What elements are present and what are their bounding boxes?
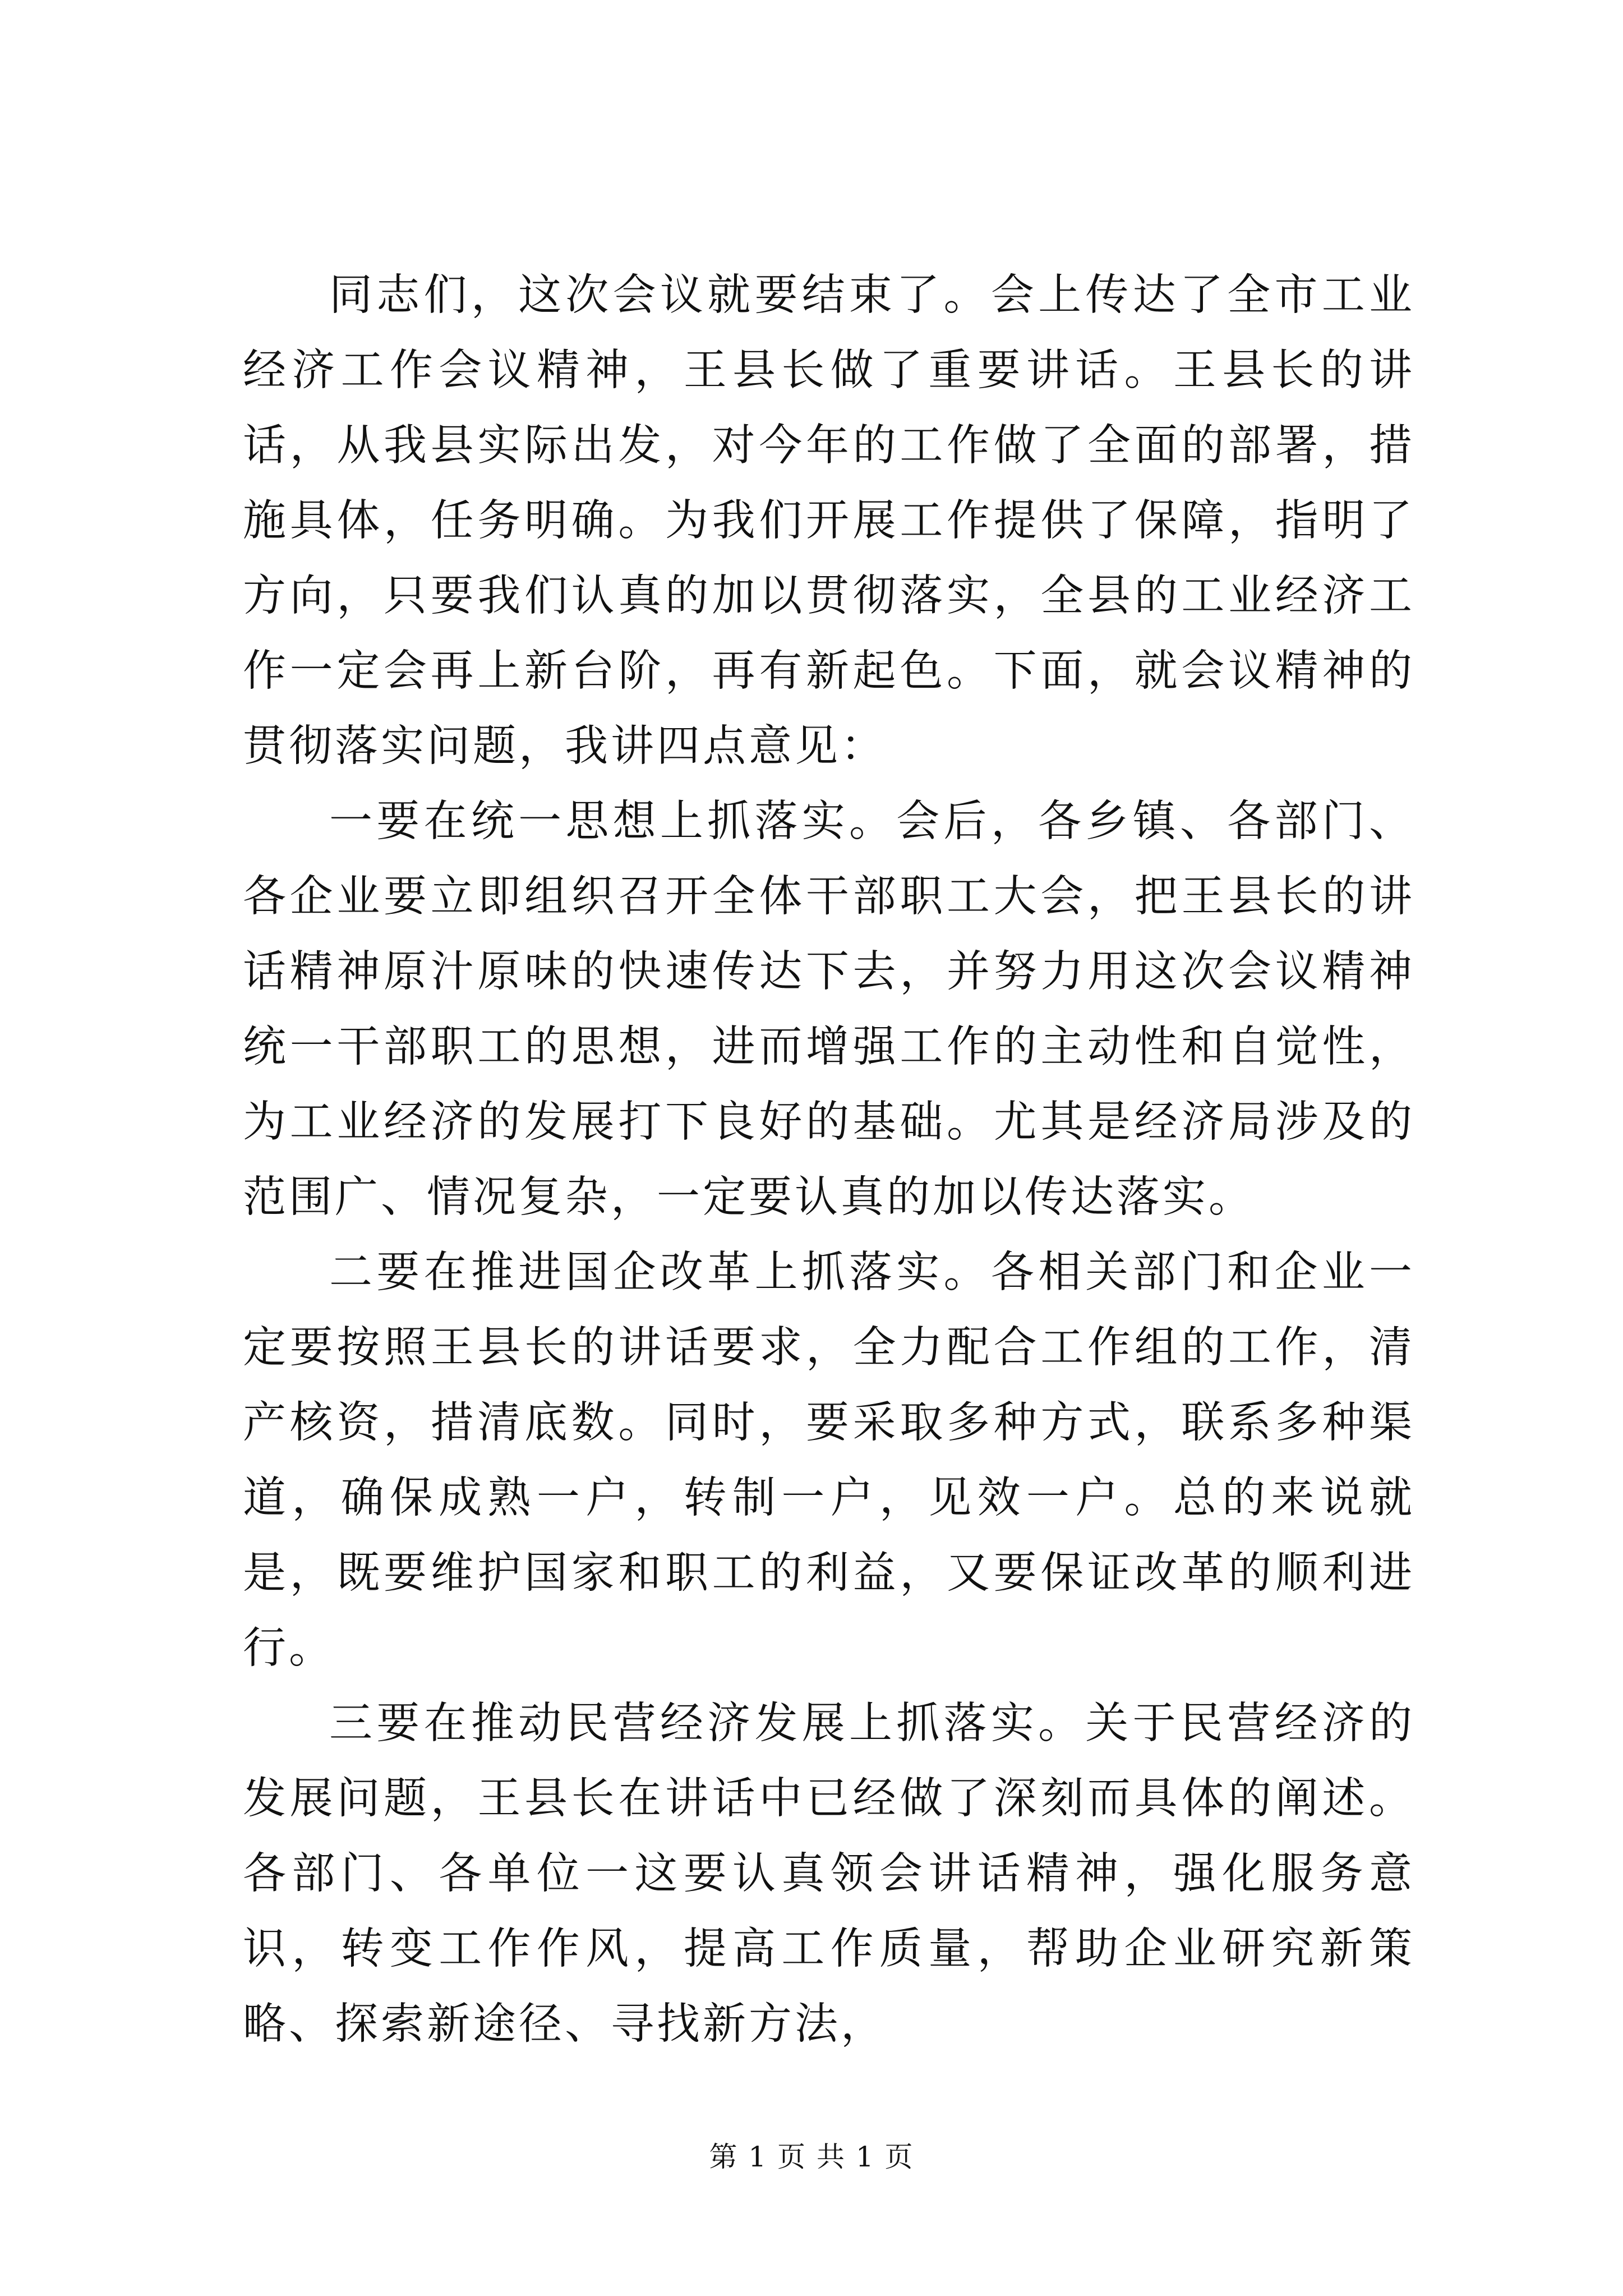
page-footer: 第 1 页 共 1 页 [709, 2141, 914, 2173]
document-body [243, 258, 1415, 2062]
paragraph-point-three: 三要在推动民营经济发展上抓落实。关于民营经济的发展问题，王县长在讲话中已经做了深刻而具体的阐述。各部门、各单位一这要认真领会讲话精神，强化服务意识，转变工作作风，提高工作质量，帮助企业研究新策略、探索新途径、寻找新方法， [243, 1699, 1415, 2049]
paragraph-intro: 同志们，这次会议就要结束了。会上传达了全市工业经济工作会议精神，王县长做了重要讲话。王县长的讲话，从我县实际出发，对今年的工作做了全面的部署，措施具体，任务明确。为我们开展工作提供了保障，指明了方向，只要我们认真的加以贯彻落实，全县的工业经济工作一定会再上新台阶，再有新起色。下面，就会议精神的贯彻落实问题，我讲四点意见： [243, 270, 1415, 771]
paragraph-point-two: 二要在推进国企改革上抓落实。各相关部门和企业一定要按照王县长的讲话要求，全力配合工作组的工作，清产核资，措清底数。同时，要采取多种方式，联系多种渠道，确保成熟一户，转制一户，见效一户。总的来说就是，既要维护国家和职工的利益，又要保证改革的顺利进行。 [243, 1248, 1415, 1673]
paragraph-point-one: 一要在统一思想上抓落实。会后，各乡镇、各部门、各企业要立即组织召开全体干部职工大会，把王县长的讲话精神原汁原味的快速传达下去，并努力用这次会议精神统一干部职工的思想，进而增强工作的主动性和自觉性，为工业经济的发展打下良好的基础。尤其是经济局涉及的范围广、情况复杂，一定要认真的加以传达落实。 [243, 797, 1415, 1222]
